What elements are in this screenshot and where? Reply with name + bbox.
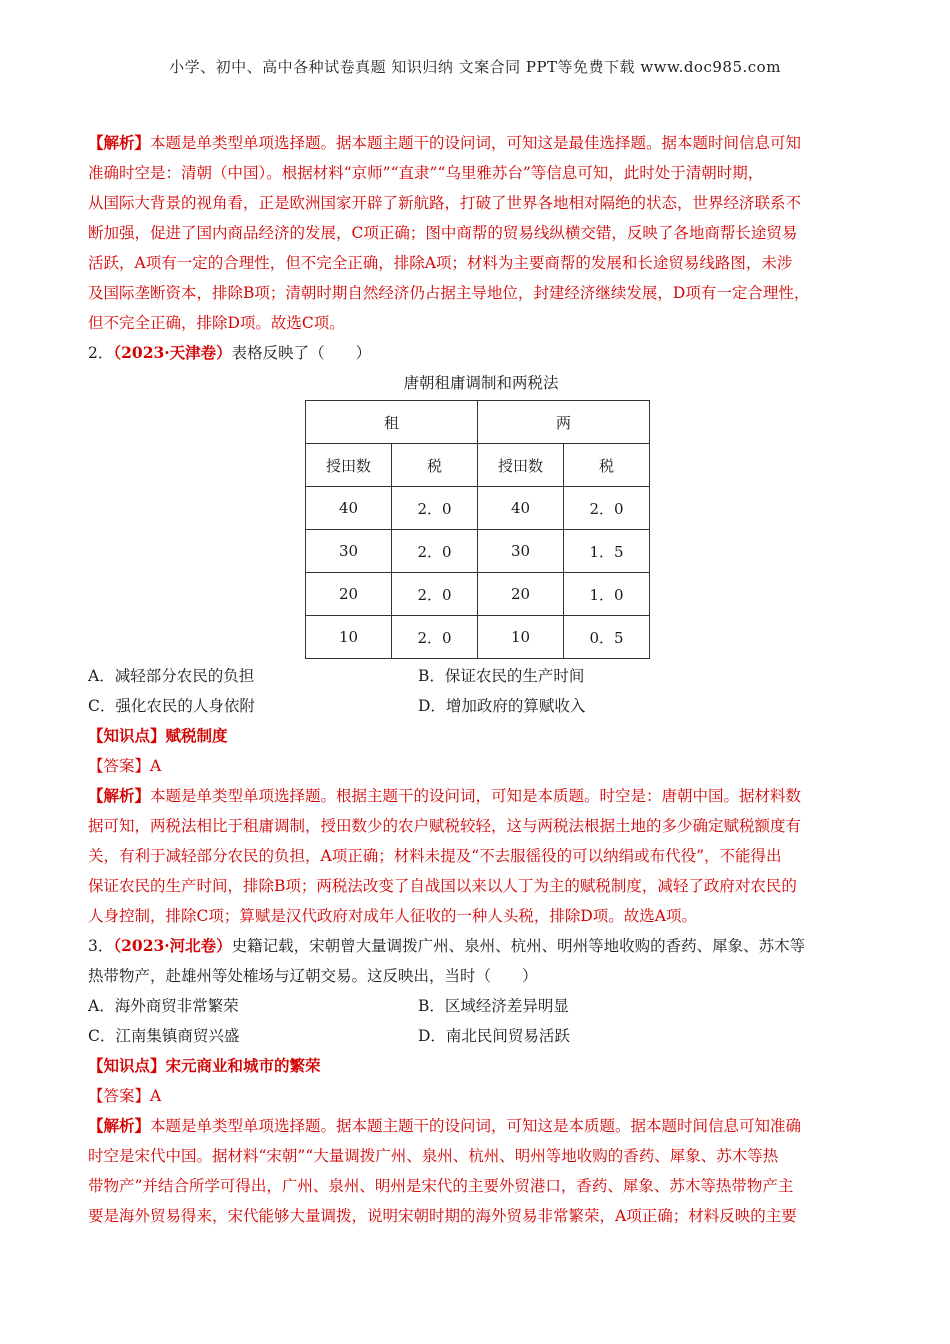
table-column-header: 税 bbox=[392, 444, 478, 487]
table-cell: 30 bbox=[306, 530, 392, 573]
analysis-line: 关，有利于减轻部分农民的负担，A项正确；材料未提及“不去服徭役的可以纳绢或布代役”，不能得出 bbox=[88, 847, 782, 865]
analysis-line: 时空是宋代中国。据材料“宋朝”“大量调拨广州、泉州、杭州、明州等地收购的香药、犀象、苏木等热 bbox=[88, 1147, 779, 1165]
question-text: 表格反映了（ ） bbox=[231, 344, 372, 362]
table-cell: 20 bbox=[306, 573, 392, 616]
option-c: C．江南集镇商贸兴盛 bbox=[88, 1027, 240, 1045]
knowledge-text: 赋税制度 bbox=[165, 726, 228, 745]
option-d: D．增加政府的算赋收入 bbox=[418, 697, 586, 715]
q1-analysis bbox=[88, 128, 874, 338]
knowledge-text: 宋元商业和城市的繁荣 bbox=[165, 1056, 321, 1075]
analysis-label: 【解析】 bbox=[88, 1116, 151, 1135]
analysis-line: 带物产”并结合所学可得出，广州、泉州、明州是宋代的主要外贸港口，香药、犀象、苏木等热带物产主 bbox=[88, 1177, 794, 1195]
option-b: B．区域经济差异明显 bbox=[418, 997, 569, 1015]
analysis-label: 【解析】 bbox=[88, 133, 151, 152]
table-cell: 2．0 bbox=[392, 573, 478, 616]
q2-options bbox=[88, 661, 874, 721]
page-header: 小学、初中、高中各种试卷真题 知识归纳 文案合同 PPT等免费下载 www.doc985.com bbox=[169, 58, 781, 76]
option-a: A．减轻部分农民的负担 bbox=[88, 667, 255, 685]
option-b: B．保证农民的生产时间 bbox=[418, 667, 585, 685]
question-number: 3． bbox=[88, 937, 114, 955]
table-title: 唐朝租庸调制和两税法 bbox=[403, 374, 559, 392]
answer-text: A bbox=[150, 1087, 162, 1105]
option-a: A．海外商贸非常繁荣 bbox=[88, 997, 239, 1015]
q3-stem bbox=[88, 931, 874, 991]
analysis-line: 本题是单类型单项选择题。据本题主题干的设问词，可知这是最佳选择题。据本题时间信息可知 bbox=[150, 134, 802, 152]
analysis-line: 从国际大背景的视角看，正是欧洲国家开辟了新航路，打破了世界各地相对隔绝的状态，世界经济联系不 bbox=[88, 194, 802, 212]
analysis-line: 本题是单类型单项选择题。根据主题干的设问词，可知是本质题。时空是：唐朝中国。据材料数 bbox=[150, 787, 802, 805]
analysis-line: 准确时空是：清朝（中国）。根据材料“京师”“直隶”“乌里雅苏台”等信息可知，此时处于清朝时期， bbox=[88, 164, 764, 182]
tax-table bbox=[305, 400, 650, 659]
table-cell: 1．0 bbox=[564, 573, 650, 616]
question-text: 史籍记载，宋朝曾大量调拨广州、泉州、杭州、明州等地收购的香药、犀象、苏木等 bbox=[231, 937, 806, 955]
analysis-label: 【解析】 bbox=[88, 786, 151, 805]
table-cell: 40 bbox=[306, 487, 392, 530]
table-column-header: 授田数 bbox=[478, 444, 564, 487]
table-group-header: 租 bbox=[306, 401, 478, 444]
option-c: C．强化农民的人身依附 bbox=[88, 697, 255, 715]
answer-text: A bbox=[150, 757, 162, 775]
knowledge-label: 【知识点】 bbox=[88, 726, 166, 745]
analysis-line: 要是海外贸易得来，宋代能够大量调拨，说明宋朝时期的海外贸易非常繁荣，A项正确；材料反映的主要 bbox=[88, 1207, 797, 1225]
table-cell: 2．0 bbox=[564, 487, 650, 530]
table-header-row bbox=[306, 401, 650, 444]
analysis-line: 保证农民的生产时间，排除B项；两税法改变了自战国以来以人丁为主的赋税制度，减轻了政府对农民的 bbox=[88, 877, 797, 895]
q2-analysis bbox=[88, 781, 874, 931]
question-source: （2023·天津卷） bbox=[113, 343, 232, 362]
analysis-line: 人身控制，排除C项；算赋是汉代政府对成年人征收的一种人头税，排除D项。故选A项。 bbox=[88, 907, 697, 925]
page-content bbox=[88, 128, 874, 1231]
table-row bbox=[306, 487, 650, 530]
table-header-row bbox=[306, 444, 650, 487]
table-cell: 20 bbox=[478, 573, 564, 616]
knowledge-label: 【知识点】 bbox=[88, 1056, 166, 1075]
q2-stem bbox=[88, 338, 874, 368]
table-cell: 0．5 bbox=[564, 616, 650, 659]
table-cell: 30 bbox=[478, 530, 564, 573]
analysis-line: 本题是单类型单项选择题。据本题主题干的设问词，可知这是本质题。据本题时间信息可知准确 bbox=[150, 1117, 802, 1135]
analysis-line: 及国际垄断资本，排除B项；清朝时期自然经济仍占据主导地位，封建经济继续发展，D项有一定合理性， bbox=[88, 284, 810, 302]
question-text: 热带物产，赴雄州等处榷场与辽朝交易。这反映出，当时（ ） bbox=[88, 967, 538, 985]
q2-knowledge bbox=[88, 721, 874, 751]
analysis-line: 据可知，两税法相比于租庸调制，授田数少的农户赋税较轻，这与两税法根据土地的多少确定赋税额度有 bbox=[88, 817, 802, 835]
question-source: （2023·河北卷） bbox=[113, 936, 232, 955]
q3-options bbox=[88, 991, 874, 1051]
q2-answer bbox=[88, 751, 874, 781]
answer-label: 【答案】 bbox=[88, 1087, 151, 1105]
question-number: 2． bbox=[88, 344, 114, 362]
table-row bbox=[306, 616, 650, 659]
table-row bbox=[306, 573, 650, 616]
table-cell: 2．0 bbox=[392, 487, 478, 530]
table-cell: 2．0 bbox=[392, 616, 478, 659]
answer-label: 【答案】 bbox=[88, 757, 151, 775]
option-d: D．南北民间贸易活跃 bbox=[418, 1027, 570, 1045]
q3-analysis bbox=[88, 1111, 874, 1231]
table-group-header: 两 bbox=[478, 401, 650, 444]
q3-answer bbox=[88, 1081, 874, 1111]
analysis-line: 但不完全正确，排除D项。故选C项。 bbox=[88, 314, 345, 332]
table-cell: 10 bbox=[478, 616, 564, 659]
table-cell: 10 bbox=[306, 616, 392, 659]
table-row bbox=[306, 530, 650, 573]
analysis-line: 活跃，A项有一定的合理性，但不完全正确，排除A项；材料为主要商帮的发展和长途贸易线路图，未涉 bbox=[88, 254, 793, 272]
table-cell: 40 bbox=[478, 487, 564, 530]
table-column-header: 授田数 bbox=[306, 444, 392, 487]
table-column-header: 税 bbox=[564, 444, 650, 487]
analysis-line: 断加强，促进了国内商品经济的发展，C项正确；图中商帮的贸易线纵横交错，反映了各地商帮长途贸易 bbox=[88, 224, 798, 242]
q3-knowledge bbox=[88, 1051, 874, 1081]
table-cell: 1．5 bbox=[564, 530, 650, 573]
table-cell: 2．0 bbox=[392, 530, 478, 573]
